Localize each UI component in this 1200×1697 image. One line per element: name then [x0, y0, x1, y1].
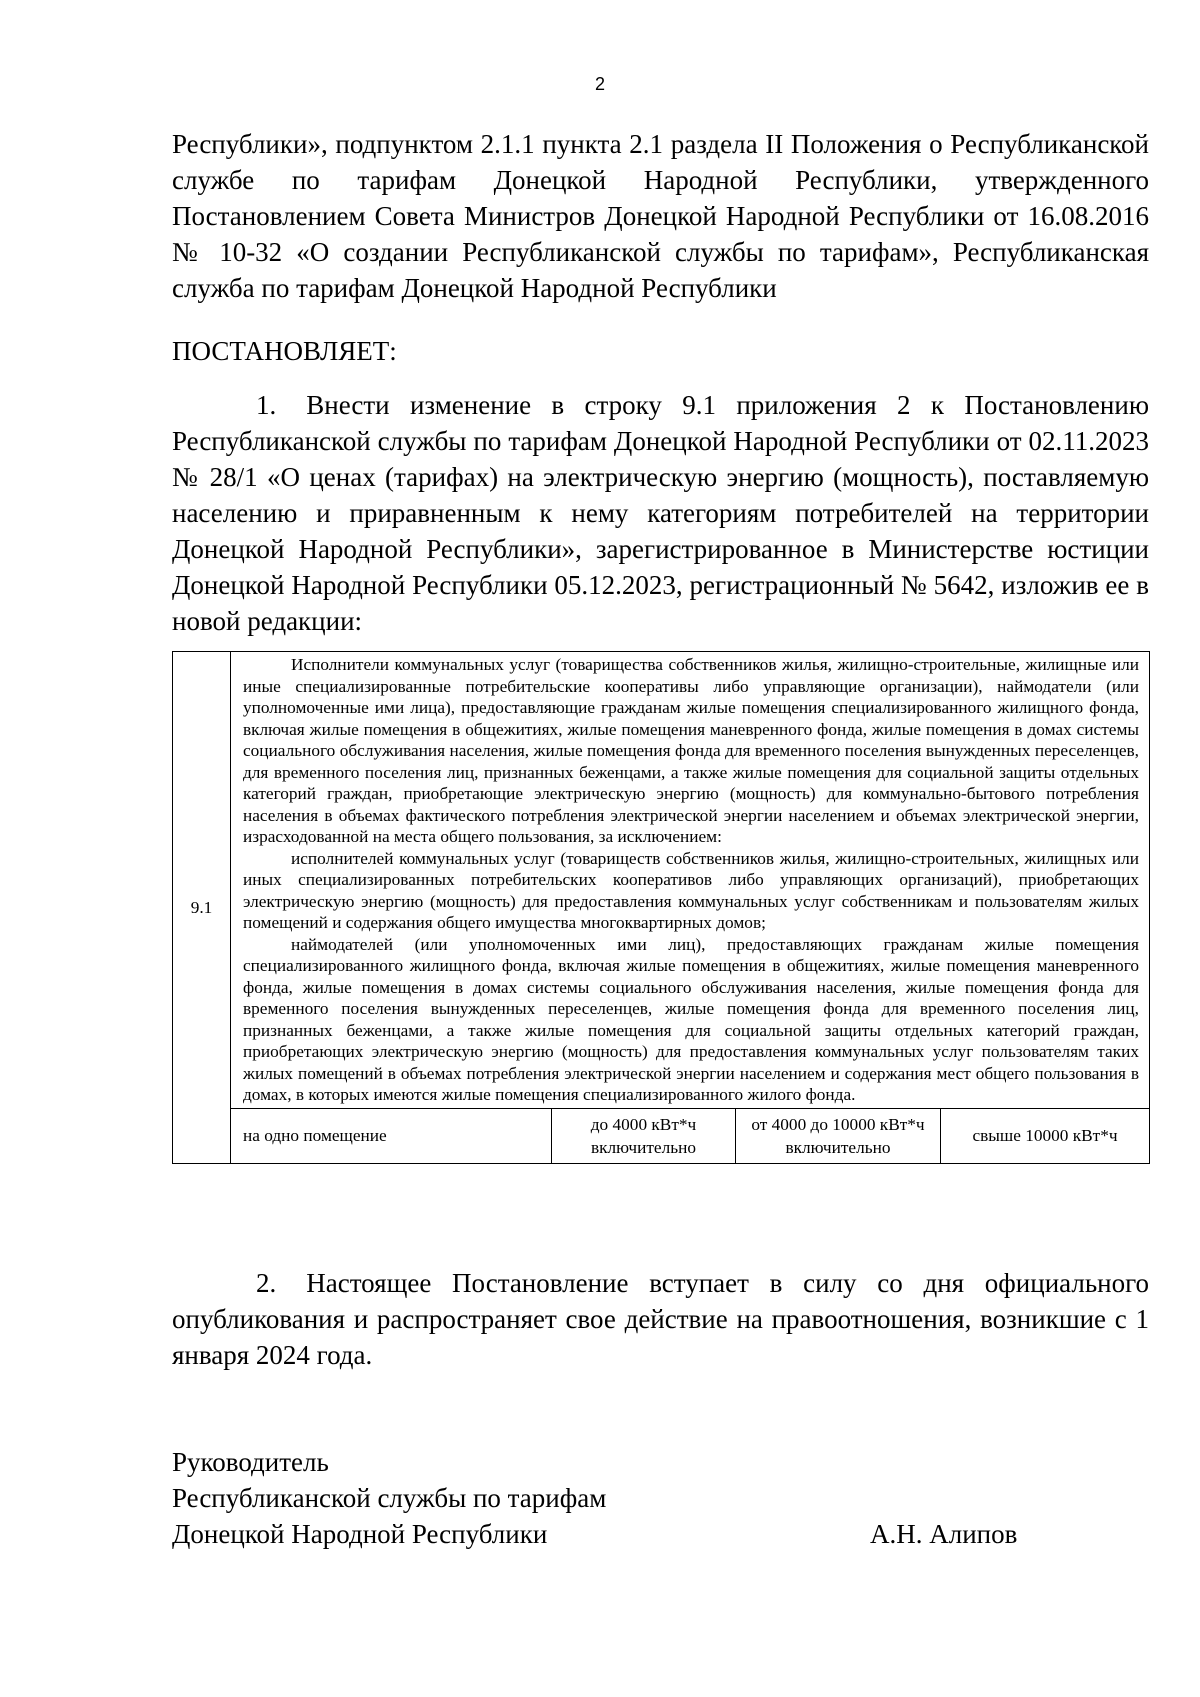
table-row: [173, 652, 1150, 1109]
signature-title-line: Руководитель: [172, 1447, 329, 1477]
description-paragraph: исполнителей коммунальных услуг (товариществ собственников жилья, жилищно-строительных, жилищных или иных специализированных потребительских кооперативов либо управляющих организаций), приобретающих электрическую энергию (мощность) для предоставления коммунальных услуг собственникам и пользователям жилых помещений и содержания общего имущества многоквартирных домов;: [243, 848, 1139, 932]
signature-title-line: Донецкой Народной Республики: [172, 1519, 548, 1549]
row-description: [231, 652, 1150, 1109]
item-1-text: Внести изменение в строку 9.1 приложения 2 к Постановлению Республиканской службы по тарифам Донецкой Народной Республики от 02.11.2023 № 28/1 «О ценах (тарифах) на электрическую энергию (мощность), поставляемую населению и приравненным к нему категориям потребителей на территории Донецкой Народной Республики», зарегистрированное в Министерстве юстиции Донецкой Народной Республики 05.12.2023, регистрационный № 5642, изложив ее в новой редакции:: [172, 390, 1149, 636]
range-cell: до 4000 кВт*ч включительно: [552, 1108, 736, 1163]
description-paragraph: наймодателей (или уполномоченных ими лиц), предоставляющих гражданам жилые помещения специализированного жилищного фонда, включая жилые помещения в общежитиях, жилые помещения маневренного фонда, жилые помещения в домах системы социального обслуживания населения, жилые помещения фонда для временного поселения вынужденных переселенцев, жилые помещения фонда для временного поселения лиц, признанных беженцами, а также жилые помещения для социальной защиты отдельных категорий граждан, приобретающих электрическую энергию (мощность) для предоставления коммунальных услуг пользователям таких жилых помещений в объемах потребления электрической энергии населением и содержания мест общего пользования в домах, в которых имеются жилые помещения специализированного жилого фонда.: [243, 934, 1139, 1104]
item-1-paragraph: [172, 387, 1149, 639]
item-2-paragraph: [172, 1265, 1149, 1373]
signer-name: А.Н. Алипов: [870, 1519, 1018, 1549]
page-number: 2: [594, 74, 605, 94]
item-2-number: 2.: [256, 1268, 277, 1298]
signature-block: [172, 1444, 606, 1552]
range-cell: свыше 10000 кВт*ч: [941, 1108, 1150, 1163]
signature-title-line: Республиканской службы по тарифам: [172, 1483, 607, 1513]
resolves-heading: ПОСТАНОВЛЯЕТ:: [172, 336, 397, 366]
row-code: 9.1: [173, 652, 231, 1164]
table-row: [173, 1108, 1150, 1163]
range-cell: от 4000 до 10000 кВт*ч включительно: [736, 1108, 941, 1163]
tariff-table: [172, 651, 1150, 1164]
item-1-number: 1.: [256, 390, 277, 420]
intro-paragraph: Республики», подпунктом 2.1.1 пункта 2.1 раздела II Положения о Республиканской службе по тарифам Донецкой Народной Республики, утвержденного Постановлением Совета Министров Донецкой Народной Республики от 16.08.2016 № 10-32 «О создании Республиканской службы по тарифам», Республиканская служба по тарифам Донецкой Народной Республики: [172, 129, 1149, 303]
item-2-text: Настоящее Постановление вступает в силу со дня официального опубликования и распространяет свое действие на правоотношения, возникшие с 1 января 2024 года.: [172, 1268, 1149, 1370]
sub-label: на одно помещение: [231, 1108, 552, 1163]
description-paragraph: Исполнители коммунальных услуг (товарищества собственников жилья, жилищно-строительные, жилищные или иные специализированные потребительские кооперативы либо управляющие организации), наймодатели (или уполномоченные ими лица), предоставляющие гражданам жилые помещения специализированного жилищного фонда, включая жилые помещения в общежитиях, жилые помещения маневренного фонда, жилые помещения в домах системы социального обслуживания населения, жилые помещения фонда для временного поселения вынужденных переселенцев, для временного поселения лиц, признанных беженцами, а также жилые помещения для социальной защиты отдельных категорий граждан, приобретающие электрическую энергию (мощность) для коммунально-бытового потребления населения в объемах фактического потребления электрической энергии населением и объемах электрической энергии, израсходованной на места общего пользования, за исключением:: [243, 655, 1139, 846]
